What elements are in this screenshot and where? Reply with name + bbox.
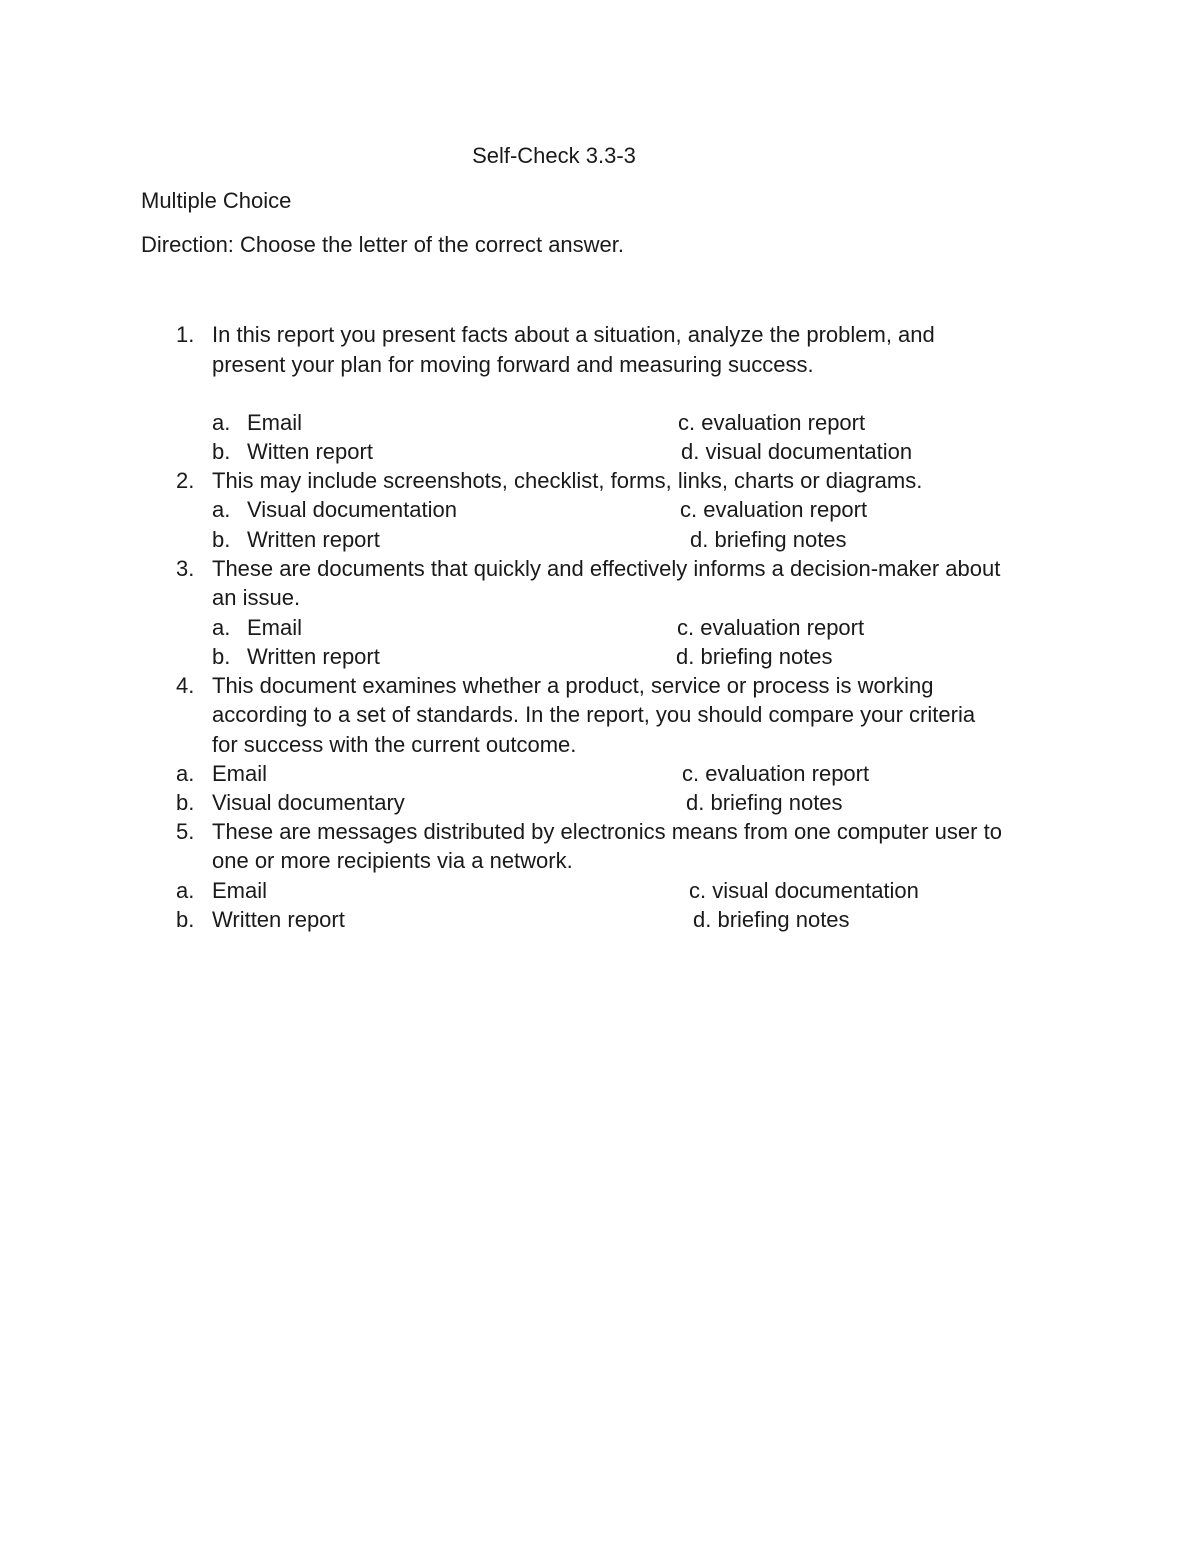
option-a-letter: a. [176,761,195,786]
option-b-text: Visual documentary [212,790,405,815]
option-d: d. briefing notes [686,790,843,815]
option-d: d. visual documentation [681,439,913,464]
option-c: c. evaluation report [677,615,865,640]
option-b-letter: b. [176,907,195,932]
question-text-line: This document examines whether a product, service or process is working [212,673,934,698]
option-a-text: Email [247,615,303,640]
option-a-letter: a. [176,878,195,903]
question-text-line: This may include screenshots, checklist, forms, links, charts or diagrams. [212,468,923,493]
option-a-text: Email [247,410,303,435]
question-text-line: an issue. [212,585,301,610]
option-c: c. visual documentation [689,878,919,903]
question-text-line: These are messages distributed by electronics means from one computer user to [212,819,1002,844]
option-a-letter: a. [212,410,231,435]
option-c: c. evaluation report [682,761,870,786]
option-a-letter: a. [212,497,231,522]
option-c: c. evaluation report [678,410,866,435]
option-d: d. briefing notes [690,527,847,552]
option-d: d. briefing notes [693,907,850,932]
section-subtitle: Multiple Choice [141,188,292,213]
option-b-text: Written report [212,907,345,932]
question-number: 1. [176,322,195,347]
option-a-text: Visual documentation [247,497,457,522]
question-text-line: In this report you present facts about a situation, analyze the problem, and [212,322,935,347]
option-b-letter: b. [212,439,231,464]
question-text-line: present your plan for moving forward and measuring success. [212,352,814,377]
option-b-letter: b. [212,644,231,669]
option-a-letter: a. [212,615,231,640]
question-text-line: one or more recipients via a network. [212,848,573,873]
option-a-text: Email [212,761,268,786]
page-title: Self-Check 3.3-3 [472,143,636,168]
question-number: 4. [176,673,195,698]
option-b-text: Witten report [247,439,373,464]
option-b-text: Written report [247,644,380,669]
question-number: 3. [176,556,195,581]
question-number: 5. [176,819,195,844]
option-a-text: Email [212,878,268,903]
question-text-line: according to a set of standards. In the report, you should compare your criteria [212,702,976,727]
option-d: d. briefing notes [676,644,833,669]
option-b-letter: b. [176,790,195,815]
question-text-line: for success with the current outcome. [212,732,577,757]
option-c: c. evaluation report [680,497,868,522]
option-b-text: Written report [247,527,380,552]
question-number: 2. [176,468,195,493]
question-text-line: These are documents that quickly and effectively informs a decision-maker about [212,556,1001,581]
option-b-letter: b. [212,527,231,552]
direction-text: Direction: Choose the letter of the correct answer. [141,232,625,257]
